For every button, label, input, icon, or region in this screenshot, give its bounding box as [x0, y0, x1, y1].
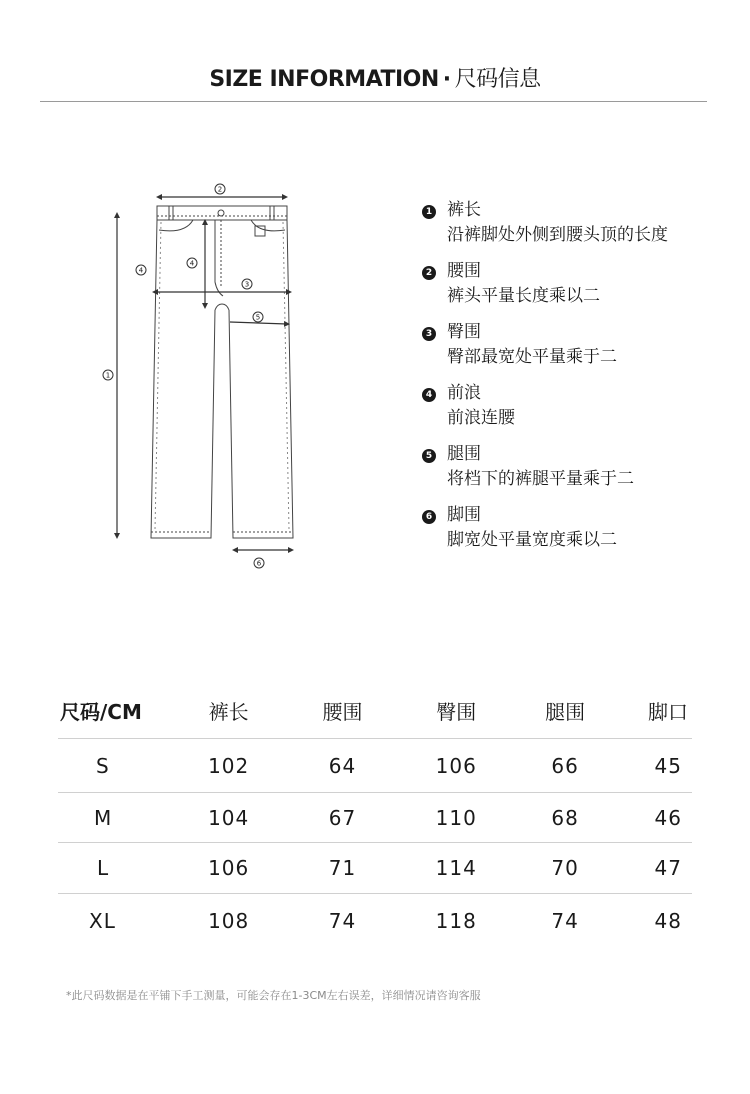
page-title [0, 62, 750, 93]
measurement-footnote: *此尺码数据是在平铺下手工测量，可能会存在1-3CM左右误差，详细情况请咨询客服 [66, 989, 481, 1002]
legend-name: 裤长 [447, 200, 481, 220]
header-waist: 腰围 [288, 683, 397, 739]
diagram-marker-4: 4 [189, 259, 195, 268]
cell-thigh: 68 [516, 793, 615, 843]
legend-number: 6 [422, 510, 436, 524]
cell-leg-opening: 47 [615, 843, 692, 894]
legend-item [422, 320, 732, 381]
title-separator: · [442, 67, 451, 92]
legend-item [422, 442, 732, 503]
cell-hip: 114 [397, 843, 516, 894]
title-chinese: 尺码信息 [454, 67, 541, 92]
cell-thigh: 70 [516, 843, 615, 894]
legend-item [422, 198, 732, 259]
diagram-marker-1: 1 [105, 371, 111, 380]
legend-description: 臀部最宽处平量乘于二 [447, 347, 617, 367]
cell-size: XL [89, 908, 116, 933]
cell-size: S [58, 739, 169, 793]
pants-outline-icon [95, 170, 315, 580]
header-thigh: 腿围 [516, 683, 615, 739]
cell-thigh: 66 [516, 739, 615, 793]
measurement-legend [422, 198, 732, 564]
cell-waist: 71 [288, 843, 397, 894]
legend-number: 2 [422, 266, 436, 280]
cell-leg-opening: 48 [654, 908, 682, 933]
legend-number: 3 [422, 327, 436, 341]
header-leg-opening: 脚口 [615, 683, 692, 739]
legend-number: 1 [422, 205, 436, 219]
cell-leg-opening: 46 [615, 793, 692, 843]
cell-size: L [58, 843, 169, 894]
table-row [58, 739, 692, 793]
cell-thigh: 74 [551, 908, 579, 933]
table-row [58, 894, 692, 948]
header-size: 尺码/CM [58, 683, 169, 739]
table-row [58, 793, 692, 843]
cell-leg-opening: 45 [615, 739, 692, 793]
title-english: SIZE INFORMATION [209, 67, 439, 92]
legend-description: 前浪连腰 [447, 408, 515, 428]
title-divider [40, 101, 707, 102]
cell-hip: 106 [397, 739, 516, 793]
legend-description: 裤头平量长度乘以二 [447, 286, 600, 306]
legend-name: 腰围 [447, 261, 481, 281]
size-table [58, 683, 692, 947]
legend-item [422, 503, 732, 564]
cell-length: 108 [208, 908, 250, 933]
cell-hip: 118 [435, 908, 477, 933]
legend-name: 腿围 [447, 444, 481, 464]
legend-description: 将档下的裤腿平量乘于二 [447, 469, 634, 489]
legend-item [422, 259, 732, 320]
diagram-marker-5: 5 [255, 313, 261, 322]
cell-length: 106 [169, 843, 288, 894]
legend-number: 4 [422, 388, 436, 402]
cell-hip: 110 [397, 793, 516, 843]
legend-name: 臀围 [447, 322, 481, 342]
cell-waist: 74 [328, 908, 357, 933]
pants-diagram [95, 170, 315, 580]
cell-length: 102 [169, 739, 288, 793]
diagram-marker-3: 3 [244, 280, 250, 289]
legend-description: 脚宽处平量宽度乘以二 [447, 530, 617, 550]
cell-length: 104 [169, 793, 288, 843]
diagram-marker-2: 2 [217, 185, 223, 194]
legend-number: 5 [422, 449, 436, 463]
legend-name: 前浪 [447, 383, 481, 403]
table-row [58, 843, 692, 894]
diagram-marker-4b: 4 [138, 266, 144, 275]
cell-waist: 67 [288, 793, 397, 843]
table-header-row [58, 683, 692, 739]
legend-name: 脚围 [447, 505, 481, 525]
header-length: 裤长 [169, 683, 288, 739]
header-hip: 臀围 [397, 683, 516, 739]
legend-description: 沿裤脚处外侧到腰头顶的长度 [447, 225, 668, 245]
legend-item [422, 381, 732, 442]
diagram-marker-6: 6 [256, 559, 262, 568]
cell-waist: 64 [288, 739, 397, 793]
cell-size: M [58, 793, 169, 843]
